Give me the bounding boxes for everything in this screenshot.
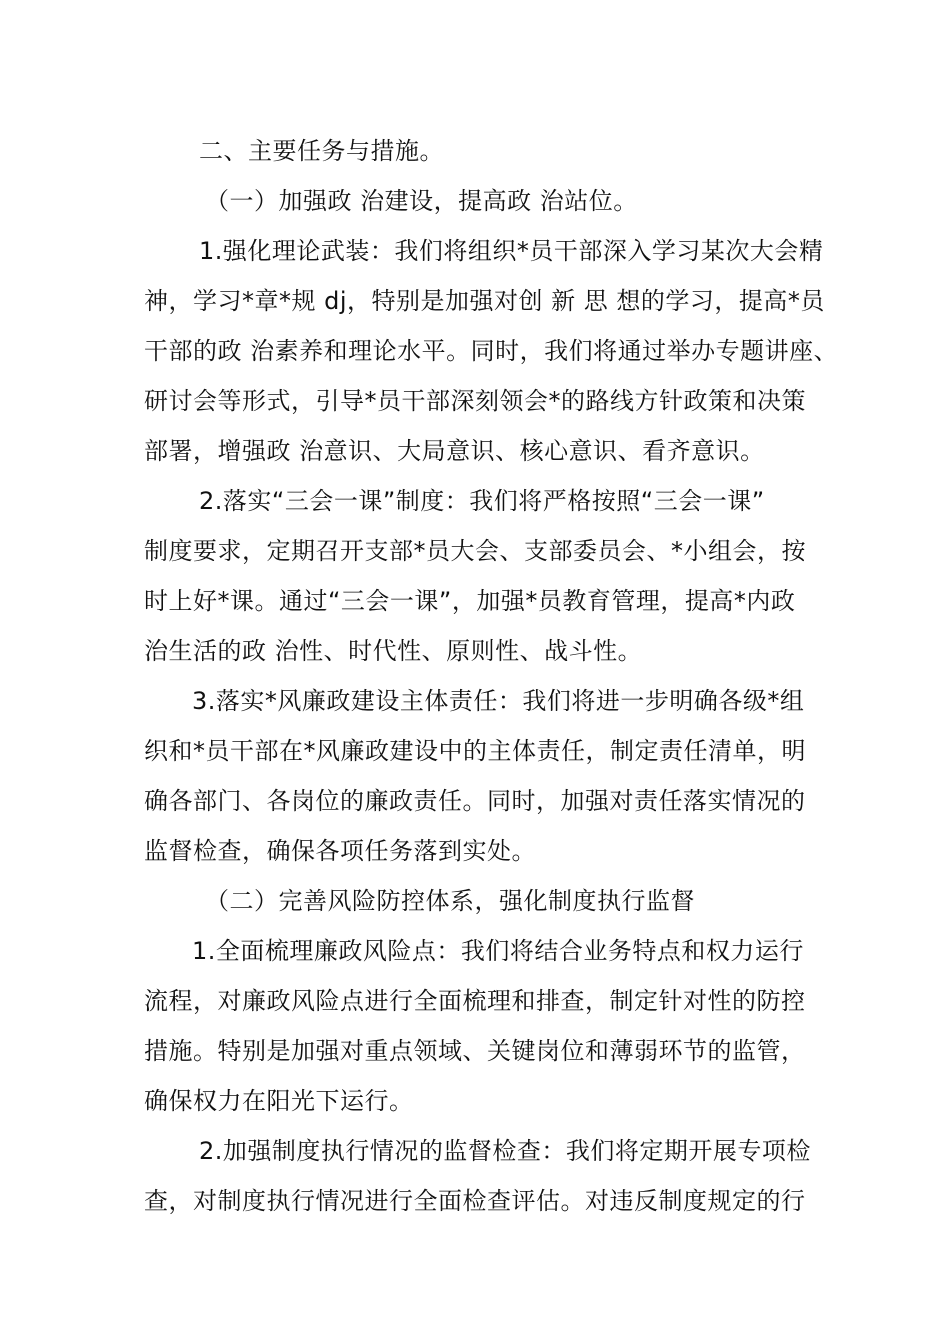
paragraph-line: 确保权力在阳光下运行。: [144, 1087, 414, 1115]
paragraph-line: 2.落实“三会一课”制度：我们将严格按照“三会一课”: [199, 487, 765, 515]
subsection-heading: （一）加强政 治建设，提高政 治站位。: [205, 187, 638, 215]
paragraph-line: 研讨会等形式，引导*员干部深刻领会*的路线方针政策和决策: [144, 387, 806, 415]
paragraph-line: 神，学习*章*规 dj，特别是加强对创 新 思 想的学习，提高*员: [144, 287, 825, 315]
paragraph-line: 2.加强制度执行情况的监督检查：我们将定期开展专项检: [199, 1137, 811, 1165]
paragraph-line: 查，对制度执行情况进行全面检查评估。对违反制度规定的行: [144, 1187, 806, 1215]
subsection-heading: （二）完善风险防控体系，强化制度执行监督: [205, 887, 695, 915]
paragraph-line: 监督检查，确保各项任务落到实处。: [144, 837, 536, 865]
paragraph-line: 治生活的政 治性、时代性、原则性、战斗性。: [144, 637, 643, 665]
paragraph-line: 3.落实*风廉政建设主体责任：我们将进一步明确各级*组: [192, 687, 805, 715]
paragraph-line: 部署，增强政 治意识、大局意识、核心意识、看齐意识。: [144, 437, 765, 465]
paragraph-line: 织和*员干部在*风廉政建设中的主体责任，制定责任清单，明: [144, 737, 806, 765]
paragraph-line: 干部的政 治素养和理论水平。同时，我们将通过举办专题讲座、: [144, 337, 839, 365]
paragraph-line: 1.全面梳理廉政风险点：我们将结合业务特点和权力运行: [192, 937, 804, 965]
paragraph-line: 制度要求，定期召开支部*员大会、支部委员会、*小组会，按: [144, 537, 806, 565]
section-heading: 二、主要任务与措施。: [199, 137, 444, 165]
paragraph-line: 1.强化理论武装：我们将组织*员干部深入学习某次大会精: [199, 237, 824, 265]
paragraph-line: 确各部门、各岗位的廉政责任。同时，加强对责任落实情况的: [144, 787, 806, 815]
paragraph-line: 流程，对廉政风险点进行全面梳理和排查，制定针对性的防控: [144, 987, 806, 1015]
paragraph-line: 措施。特别是加强对重点领域、关键岗位和薄弱环节的监管，: [144, 1037, 806, 1065]
paragraph-line: 时上好*课。通过“三会一课”，加强*员教育管理，提高*内政: [144, 587, 796, 615]
